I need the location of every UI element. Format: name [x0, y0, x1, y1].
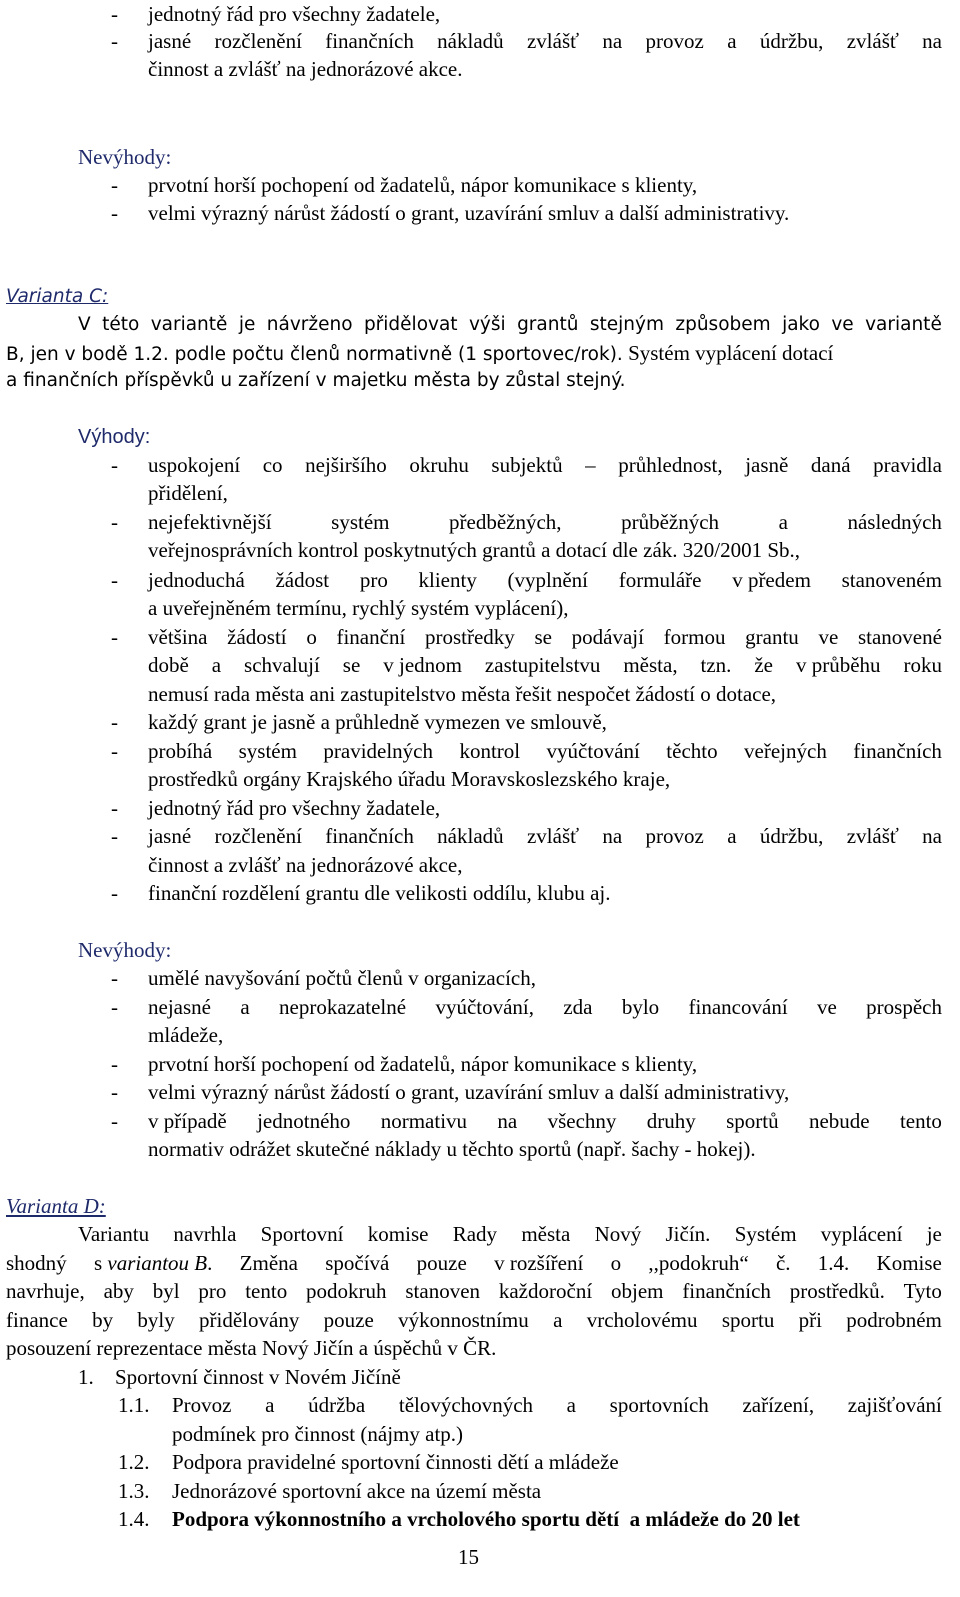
list-bullet: -	[111, 29, 118, 53]
list-item-continuation: nemusí rada města ani zastupitelstvo města řešit nespočet žádostí o dotace,	[148, 682, 777, 706]
list-item: jednoduchá žádost pro klienty (vyplnění formuláře v předem stanoveném	[148, 568, 942, 592]
list-bullet: -	[111, 1080, 118, 1104]
paragraph-line: finance by byly přidělovány pouze výkonnostnímu a vrcholovému sportu při podrobném	[6, 1308, 942, 1332]
list-bullet: -	[111, 625, 118, 649]
list-bullet: -	[111, 796, 118, 820]
list-item: umělé navyšování počtů členů v organizacích,	[148, 966, 536, 990]
list-item-continuation: a uveřejněném termínu, rychlý systém vyplácení),	[148, 596, 569, 620]
list-item: v případě jednotného normativu na všechny druhy sportů nebude tento	[148, 1109, 942, 1133]
list-item-continuation: veřejnosprávních kontrol poskytnutých grantů a dotací dle zák. 320/2001 Sb.,	[148, 538, 801, 562]
numbered-item-number: 1.1.	[118, 1393, 150, 1417]
paragraph-line: Variantu navrhla Sportovní komise Rady města Nový Jičín. Systém vyplácení je	[78, 1222, 942, 1246]
numbered-item-text: Podpora pravidelné sportovní činnosti dětí a mládeže	[172, 1450, 619, 1474]
list-item-continuation: normativ odrážet skutečné náklady u těchto sportů (např. šachy - hokej).	[148, 1137, 756, 1161]
paragraph-line: V této variantě je návrženo přidělovat výši grantů stejným způsobem jako ve variantě	[78, 314, 942, 335]
paragraph-line: a finančních příspěvků u zařízení v majetku města by zůstal stejný.	[6, 370, 626, 391]
list-item: finanční rozdělení grantu dle velikosti oddílu, klubu aj.	[148, 881, 611, 905]
numbered-item-number: 1.4.	[118, 1507, 150, 1531]
list-bullet: -	[111, 510, 118, 534]
paragraph-line: shodný s variantou B. Změna spočívá pouze v rozšíření o ,,podokruh“ č. 1.4. Komise	[6, 1251, 942, 1275]
list-bullet: -	[111, 995, 118, 1019]
list-item-continuation: přidělení,	[148, 481, 228, 505]
list-item: jednotný řád pro všechny žadatele,	[148, 796, 441, 820]
list-bullet: -	[111, 710, 118, 734]
list-item: většina žádostí o finanční prostředky se podávají formou grantu ve stanovené	[148, 625, 942, 649]
list-item-continuation: době a schvalují se v jednom zastupitelstvu města, tzn. že v průběhu roku	[148, 653, 942, 677]
list-bullet: -	[111, 2, 118, 26]
page-number: 15	[458, 1545, 479, 1569]
paragraph-line: B, jen v bodě 1.2. podle počtu členů normativně (1 sportovec/rok). Systém vyplácení dotací	[6, 341, 834, 365]
list-item: prvotní horší pochopení od žadatelů, nápor komunikace s klienty,	[148, 173, 698, 197]
section-heading-nevyhody: Nevýhody:	[78, 938, 172, 962]
list-item-continuation: činnost a zvlášť na jednorázové akce.	[148, 57, 463, 81]
list-item: probíhá systém pravidelných kontrol vyúčtování těchto veřejných finančních	[148, 739, 942, 763]
list-bullet: -	[111, 1109, 118, 1133]
numbered-item-continuation: podmínek pro činnost (nájmy atp.)	[172, 1422, 464, 1446]
numbered-item-text: Podpora výkonnostního a vrcholového sportu dětí a mládeže do 20 let	[172, 1507, 800, 1531]
list-item: nejefektivnější systém předběžných, průběžných a následných	[148, 510, 942, 534]
list-item: jasné rozčlenění finančních nákladů zvlášť na provoz a údržbu, zvlášť na	[148, 29, 942, 53]
list-item: prvotní horší pochopení od žadatelů, nápor komunikace s klienty,	[148, 1052, 698, 1076]
list-item: uspokojení co nejširšího okruhu subjektů – průhlednost, jasně daná pravidla	[148, 453, 942, 477]
numbered-item-text: Jednorázové sportovní akce na území města	[172, 1479, 542, 1503]
numbered-item-text: Sportovní činnost v Novém Jičíně	[115, 1365, 401, 1389]
list-bullet: -	[111, 568, 118, 592]
list-bullet: -	[111, 966, 118, 990]
list-item: velmi výrazný nárůst žádostí o grant, uzavírání smluv a další administrativy.	[148, 201, 790, 225]
list-bullet: -	[111, 201, 118, 225]
list-item: nejasné a neprokazatelné vyúčtování, zda bylo financování ve prospěch	[148, 995, 942, 1019]
numbered-item-number: 1.	[78, 1365, 94, 1389]
numbered-item-number: 1.3.	[118, 1479, 150, 1503]
numbered-item-number: 1.2.	[118, 1450, 150, 1474]
section-heading-vyhody: Výhody:	[78, 426, 151, 448]
section-heading-varianta-c: Varianta C:	[6, 286, 109, 307]
section-heading-nevyhody: Nevýhody:	[78, 145, 172, 169]
section-heading-varianta-d: Varianta D:	[6, 1194, 106, 1218]
list-item-continuation: prostředků orgány Krajského úřadu Moravskoslezského kraje,	[148, 767, 671, 791]
list-item: velmi výrazný nárůst žádostí o grant, uzavírání smluv a další administrativy,	[148, 1080, 790, 1104]
list-item: jasné rozčlenění finančních nákladů zvlášť na provoz a údržbu, zvlášť na	[148, 824, 942, 848]
list-item-continuation: činnost a zvlášť na jednorázové akce,	[148, 853, 463, 877]
list-item-continuation: mládeže,	[148, 1023, 224, 1047]
list-bullet: -	[111, 453, 118, 477]
paragraph-line: posouzení reprezentace města Nový Jičín a úspěchů v ČR.	[6, 1336, 497, 1360]
list-bullet: -	[111, 824, 118, 848]
list-bullet: -	[111, 739, 118, 763]
numbered-item-text: Provoz a údržba tělovýchovných a sportovních zařízení, zajišťování	[172, 1393, 942, 1417]
list-item: každý grant je jasně a průhledně vymezen ve smlouvě,	[148, 710, 607, 734]
list-bullet: -	[111, 1052, 118, 1076]
list-bullet: -	[111, 881, 118, 905]
paragraph-line: navrhuje, aby byl pro tento podokruh stanoven každoroční objem finančních prostředků. Tyto	[6, 1279, 942, 1303]
list-item: jednotný řád pro všechny žadatele,	[148, 2, 441, 26]
list-bullet: -	[111, 173, 118, 197]
